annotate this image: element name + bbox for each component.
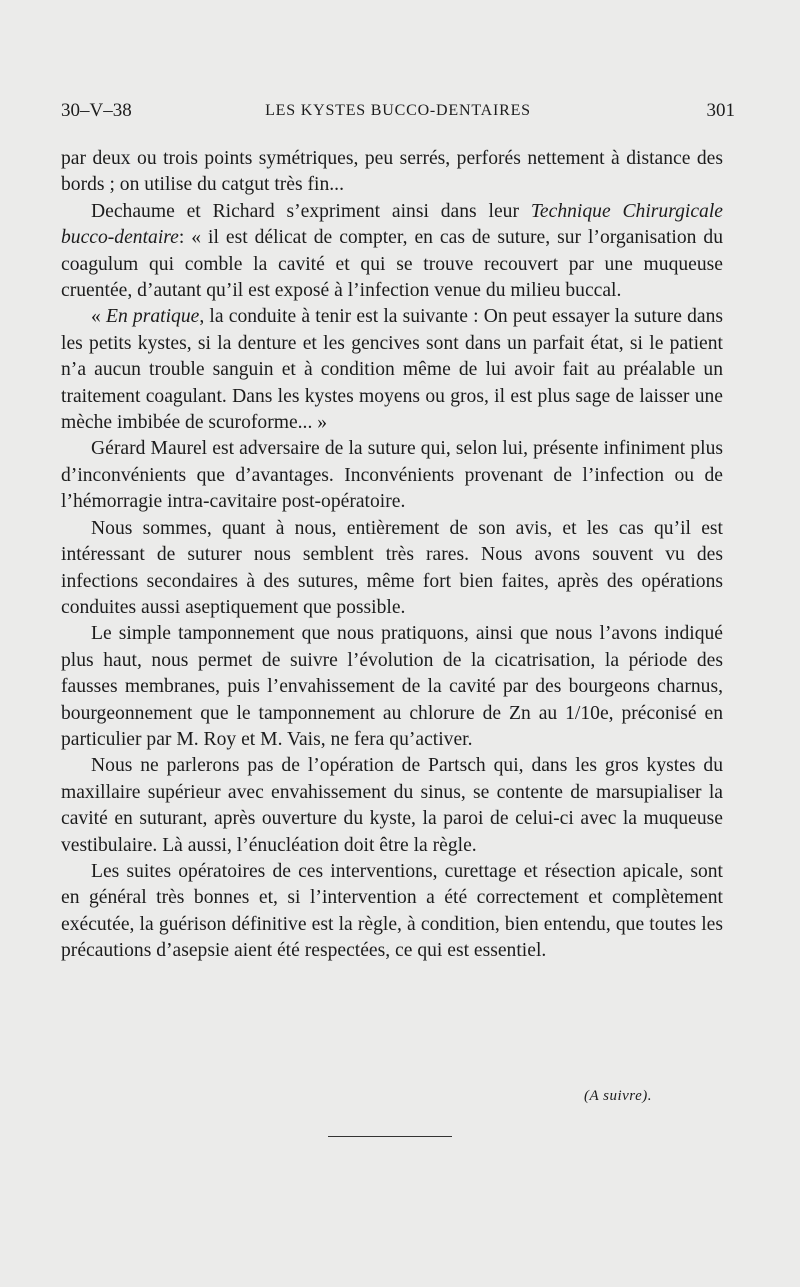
p3-text-before: « (91, 306, 106, 328)
paragraph-5: Nous sommes, quant à nous, entièrement de son avis, et les cas qu’il est intéressant de suturer nous semblent très rares. Nous avons souvent vu des infections secondaires à des sutures, même fort bien faites, après des opérations conduites aussi aseptiquement que possible. (61, 517, 723, 618)
article-body (61, 146, 723, 965)
paragraph-8: Les suites opératoires de ces interventions, curettage et résection apicale, sont en général très bonnes et, si l’intervention a été correctement et complètement exécutée, la guérison définitive est la règle, à condition, bien entendu, que toutes les précautions d’asepsie aient été respectées, ce qui est essentiel. (61, 860, 723, 962)
header-date: 30–V–38 (61, 100, 132, 121)
paragraph-1: par deux ou trois points symétriques, peu serrés, perforés nettement à distance des bords ; on utilise du catgut très fin... (61, 148, 723, 196)
p2-book-title: Technique Chirurgicale bucco-dentaire (61, 200, 723, 249)
paragraph-2 (61, 199, 723, 305)
paragraph-3 (61, 304, 723, 436)
p2-text-after: : « il est délicat de compter, en cas de suture, sur l’organisation du coagulum qui comble la cavité et qui se trouve recouvert par une muqueuse cruentée, d’autant qu’il est exposé à l’infection venue du milieu buccal. (61, 227, 723, 302)
paragraph-7: Nous ne parlerons pas de l’opération de Partsch qui, dans les gros kystes du maxillaire supérieur avec envahissement du sinus, se contente de marsupialiser la cavité en suturant, après ouverture du kyste, la paroi de celui-ci avec la muqueuse vestibulaire. Là aussi, l’énucléation doit être la règle. (61, 755, 723, 856)
p3-italic-phrase: En pratique (105, 306, 200, 328)
page-number: 301 (706, 100, 735, 121)
running-header (61, 100, 735, 130)
paragraph-4: Gérard Maurel est adversaire de la suture qui, selon lui, présente infiniment plus d’inconvénients que d’avantages. Inconvénients provenant de l’infection ou de l’hémorragie intra-cavitaire post-opératoire. (61, 438, 723, 513)
to-be-continued-note: (A suivre). (584, 1088, 652, 1104)
header-title: LES KYSTES BUCCO-DENTAIRES (265, 102, 531, 119)
p3-text-after: , la conduite à tenir est la suivante : On peut essayer la suture dans les petits kystes, si la denture et les gencives sont dans un parfait état, si le patient n’a aucun trouble sanguin et à condition même de lui avoir fait au préalable un traitement coagulant. Dans les kystes moyens ou gros, il est plus sage de laisser une mèche imbibée de scuroforme... » (61, 306, 723, 434)
p2-text-before: Dechaume et Richard s’expriment ainsi dans leur (91, 200, 531, 222)
paragraph-6: Le simple tamponnement que nous pratiquons, ainsi que nous l’avons indiqué plus haut, nous permet de suivre l’évolution de la cicatrisation, la période des fausses membranes, puis l’envahissement de la cavité par des bourgeons charnus, bourgeonnement que le tamponnement au chlorure de Zn au 1/10e, préconisé en particulier par M. Roy et M. Vais, ne fera qu’activer. (61, 623, 723, 750)
end-rule (328, 1136, 452, 1137)
